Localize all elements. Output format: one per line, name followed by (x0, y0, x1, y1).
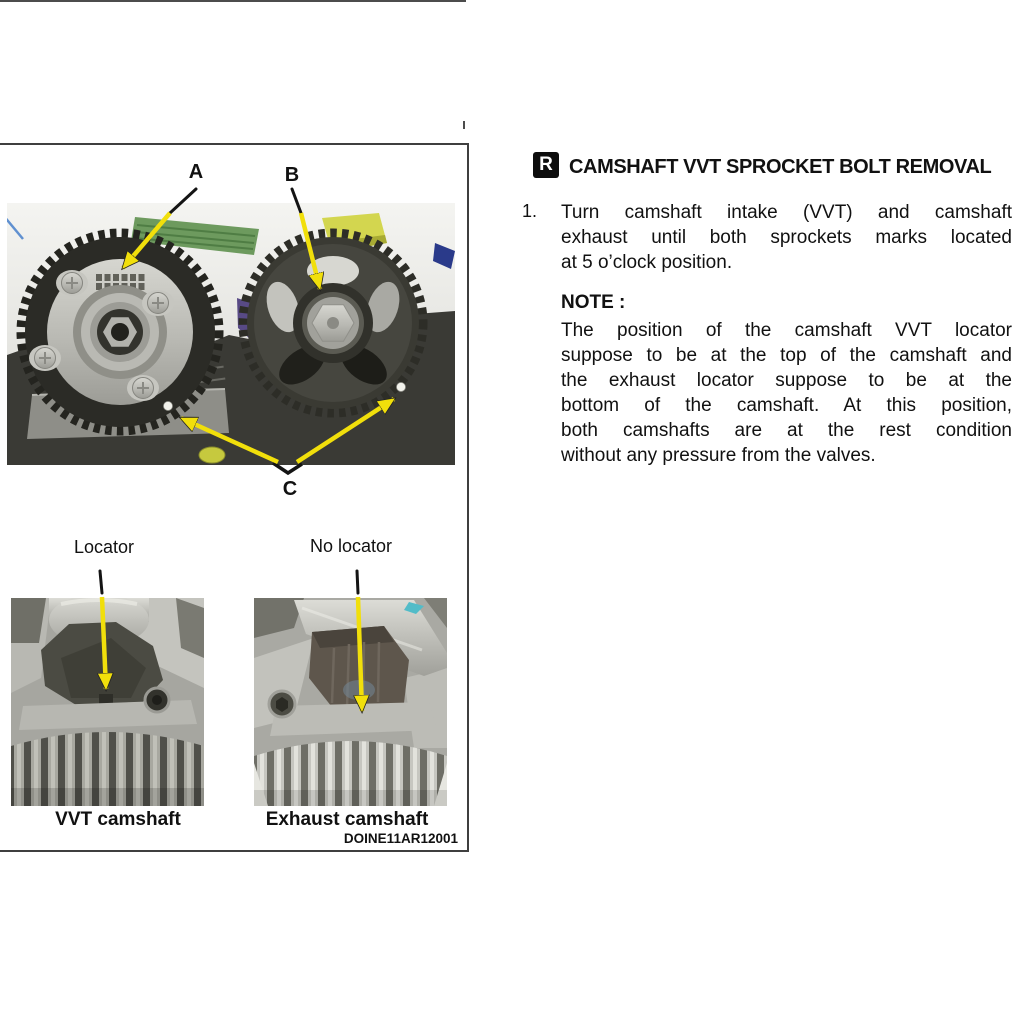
callout-label-c: C (282, 478, 298, 500)
text-line: at 5 o’clock position. (561, 252, 733, 273)
exhaust-camshaft-photo (254, 598, 447, 806)
callout-label-a: A (188, 161, 204, 183)
oil-cap (199, 447, 225, 463)
text-line: bottom of the camshaft. At this position, (561, 395, 1012, 416)
smudge (343, 680, 375, 700)
vvt-camshaft-photo (11, 598, 204, 806)
section-title: CAMSHAFT VVT SPROCKET BOLT REMOVAL (569, 156, 992, 178)
text-line: Turn camshaft intake (VVT) and camshaft (561, 202, 1012, 223)
bolt (269, 691, 295, 717)
exhaust-sprocket (243, 233, 423, 413)
bolt-hole (145, 688, 169, 712)
vvt-camshaft-caption: VVT camshaft (55, 809, 181, 830)
callout-label-b: B (284, 164, 300, 186)
text-line: suppose to be at the top of the camshaft and (561, 345, 1012, 366)
text-line: The position of the camshaft VVT locator (561, 320, 1012, 341)
text-line: both camshafts are at the rest condition (561, 420, 1012, 441)
text-line: without any pressure from the valves. (561, 445, 876, 466)
step-text (561, 200, 1012, 275)
teeth-shadow (254, 790, 447, 806)
text-line: exhaust until both sprockets marks located (561, 227, 1012, 248)
figure-code: DOINE11AR12001 (343, 831, 458, 846)
teeth-shadow (11, 788, 204, 806)
note-text (561, 318, 1012, 468)
section-marker-icon: R (533, 152, 559, 178)
exhaust-camshaft-caption: Exhaust camshaft (265, 809, 429, 830)
previous-figure-bottom-edge (0, 0, 466, 2)
exhaust-timing-mark (397, 383, 406, 392)
sprockets-photo (7, 203, 455, 465)
step-number: 1. (522, 201, 538, 221)
previous-figure-corner (463, 121, 465, 129)
locator-pin (99, 694, 113, 704)
text-line: the exhaust locator suppose to be at the (561, 370, 1012, 391)
locator-label: Locator (73, 537, 135, 557)
no-locator-label: No locator (309, 536, 393, 556)
note-heading: NOTE : (561, 292, 626, 313)
vvt-timing-mark (164, 402, 173, 411)
